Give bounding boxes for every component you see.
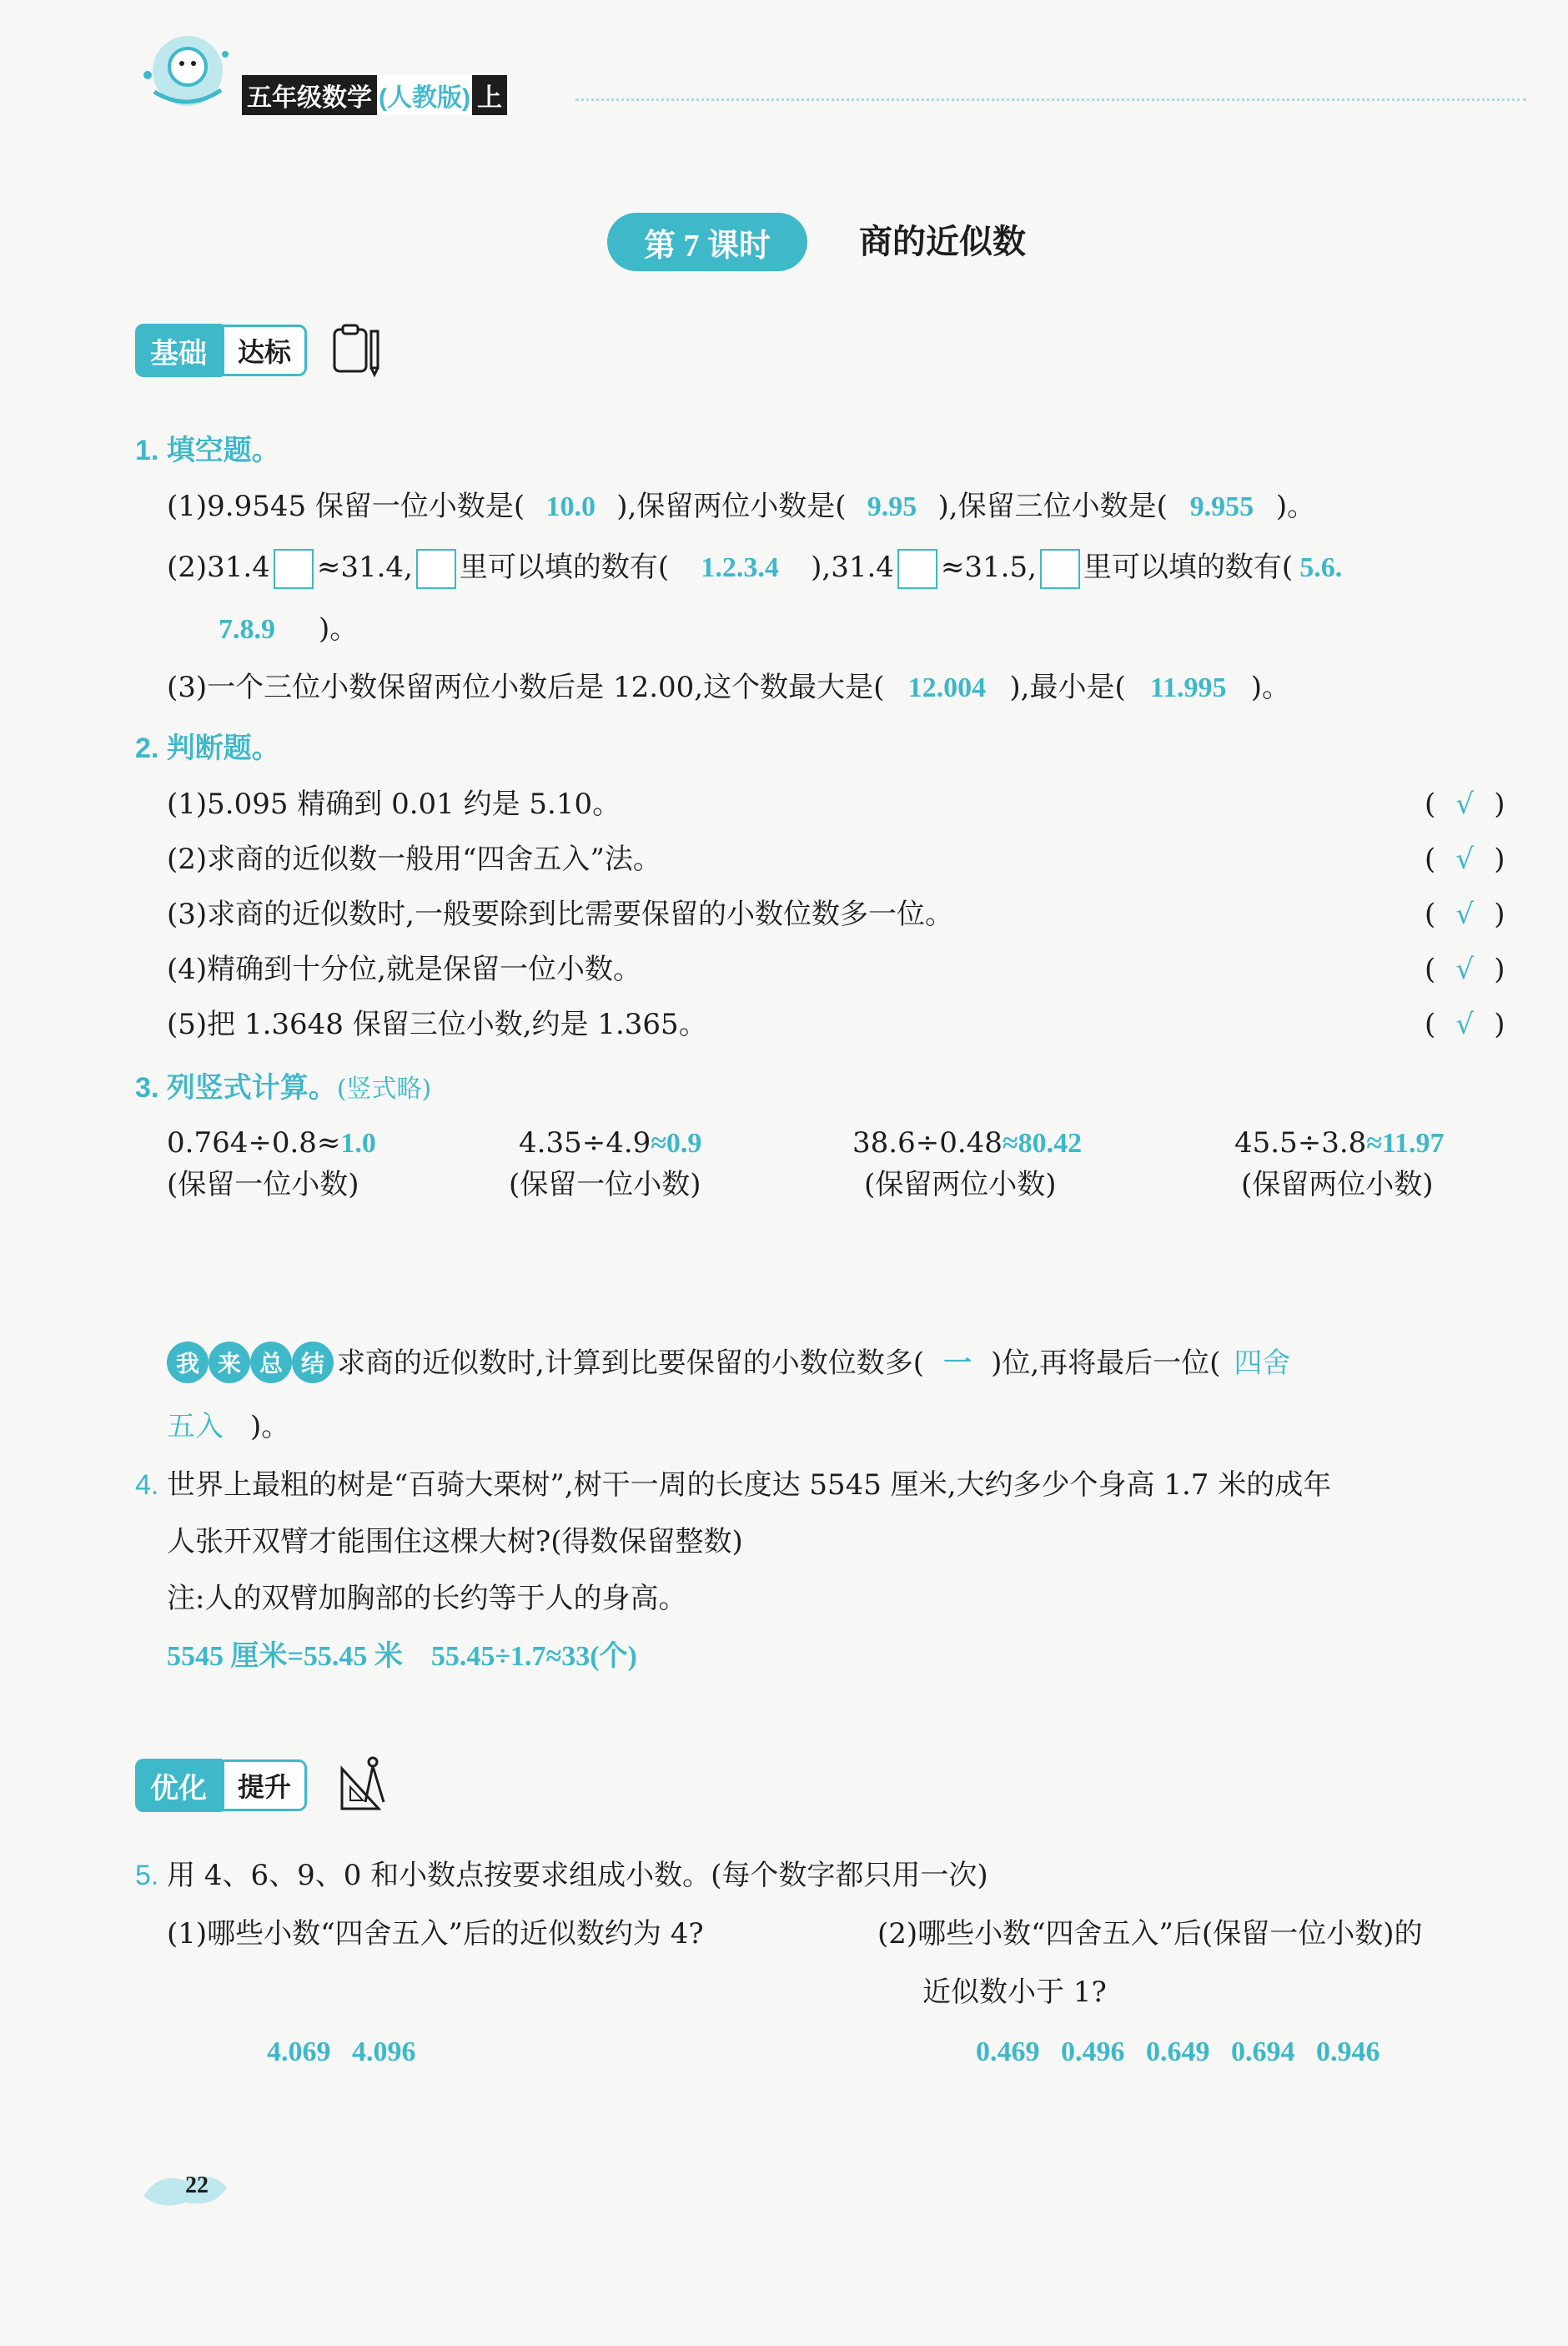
- page-number-badge: [135, 2162, 235, 2213]
- summary-char: 来: [209, 1342, 250, 1383]
- header-edition: (人教版): [377, 75, 472, 115]
- blank-box[interactable]: [897, 549, 937, 589]
- q2-item: (4)精确到十分位,就是保留一位小数。: [167, 953, 641, 986]
- q1p3-text-a: (3)一个三位小数保留两位小数后是 12.00,这个数最大是(: [167, 671, 885, 704]
- check-mark: √: [1455, 843, 1475, 876]
- summary-char: 结: [292, 1342, 334, 1383]
- q4-line2: 人张开双臂才能围住这棵大树?(得数保留整数): [167, 1525, 743, 1558]
- q1p2-text-f: 里可以填的数有(: [1083, 551, 1294, 584]
- summary-answer-1: 一: [943, 1347, 972, 1380]
- header-logo: [129, 25, 238, 117]
- q1p2-answer-1: 1.2.3.4: [701, 552, 779, 583]
- q5-answer-1: 4.069 4.096: [267, 2036, 416, 2067]
- check-mark: √: [1455, 788, 1475, 821]
- q3-sub: (保留两位小数): [864, 1168, 1057, 1201]
- q3-answer: ≈11.97: [1366, 1128, 1445, 1159]
- q1p1-answer-3: 9.955: [1189, 491, 1254, 522]
- q3-expr-text: 0.764÷0.8≈: [167, 1126, 341, 1160]
- section-basic: [135, 324, 307, 377]
- q5-part2b: 近似数小于 1?: [922, 1976, 1107, 2009]
- q4-answer: 5545 厘米=55.45 米 55.45÷1.7≈33(个): [167, 1641, 637, 1672]
- q5-answer-2: 0.469 0.496 0.649 0.694 0.946: [976, 2036, 1380, 2067]
- q4-number: 4.: [135, 1469, 159, 1501]
- summary-badge: [167, 1342, 334, 1383]
- ruler-compass-icon: [335, 1752, 394, 1818]
- section-basic-left: 基础: [135, 324, 222, 377]
- q3-answer: ≈0.9: [651, 1128, 702, 1159]
- q2-item: (1)5.095 精确到 0.01 约是 5.10。: [167, 788, 621, 821]
- summary-answer-2a: 四舍: [1234, 1347, 1291, 1380]
- q2-judge-paren: ( √ ): [1425, 843, 1505, 876]
- q2-item: (5)把 1.3648 保留三位小数,约是 1.365。: [167, 1008, 707, 1041]
- q3-answer: ≈80.42: [1002, 1128, 1083, 1159]
- q1p2-text-a: (2)31.4: [167, 551, 270, 584]
- q1-part2-cont: [219, 611, 358, 648]
- check-mark: √: [1455, 898, 1475, 931]
- q4-note: 注:人的双臂加胸部的长约等于人的身高。: [167, 1582, 687, 1615]
- header-book: 五年级数学: [242, 75, 377, 115]
- blank-box[interactable]: [1040, 549, 1080, 589]
- q3-expr: [519, 1125, 701, 1162]
- header-title: [242, 77, 507, 113]
- section-optimize: [135, 1759, 307, 1812]
- q1-part3: [167, 669, 1290, 707]
- q2-judge-paren: ( √ ): [1425, 953, 1505, 986]
- q5-number: 5.: [135, 1860, 159, 1891]
- q1p1-text-c: ),保留三位小数是(: [937, 490, 1168, 523]
- q1p2-text-g: )。: [319, 612, 359, 646]
- lesson-tag: [607, 213, 807, 271]
- q3-expr-text: 45.5÷3.8: [1234, 1126, 1367, 1160]
- lesson-title: 商的近似数: [859, 222, 1026, 261]
- section-basic-right: 达标: [222, 325, 307, 376]
- q1p3-answer-1: 12.004: [907, 672, 987, 703]
- q2-judge-paren: ( √ ): [1425, 1008, 1505, 1041]
- q2-item: (3)求商的近似数时,一般要除到比需要保留的小数位数多一位。: [167, 898, 953, 931]
- q1p2-text-d: ),31.4: [811, 551, 894, 584]
- clipboard-icon: [329, 321, 388, 383]
- q1p3-text-b: ),最小是(: [1009, 671, 1126, 704]
- q5-stem: 用 4、6、9、0 和小数点按要求组成小数。(每个数字都只用一次): [167, 1859, 988, 1892]
- q3-expr-text: 4.35÷4.9: [519, 1126, 651, 1160]
- page-number: 22: [185, 2172, 209, 2198]
- q2-judge-paren: ( √ ): [1425, 898, 1505, 931]
- q1p2-text-b: ≈31.4,: [316, 551, 413, 584]
- summary-text-a: 求商的近似数时,计算到比要保留的小数位数多(: [337, 1347, 925, 1380]
- summary-text-c: )。: [250, 1410, 290, 1443]
- summary-answer-2b: 五入: [167, 1410, 224, 1443]
- header-volume: 上: [472, 75, 507, 115]
- check-mark: √: [1455, 1008, 1475, 1041]
- q3-note: (竖式略): [336, 1075, 432, 1104]
- q3-expr-text: 38.6÷0.48: [852, 1126, 1003, 1160]
- header-divider: [575, 98, 1526, 101]
- q2-item: (2)求商的近似数一般用“四舍五入”法。: [167, 843, 661, 876]
- q3-label-row: [135, 1070, 431, 1108]
- q3-answer: 1.0: [340, 1128, 376, 1159]
- section-optimize-right: 提升: [222, 1760, 307, 1811]
- q1p1-answer-1: 10.0: [545, 491, 596, 522]
- q1p2-text-e: ≈31.5,: [940, 551, 1037, 584]
- q3-sub: (保留一位小数): [167, 1168, 359, 1201]
- summary-line2: [167, 1408, 289, 1445]
- q4-line1: 世界上最粗的树是“百骑大栗树”,树干一周的长度达 5545 厘米,大约多少个身高 1.7 米的成年: [167, 1468, 1332, 1502]
- q3-sub: (保留两位小数): [1241, 1168, 1434, 1201]
- q2-judge-paren: ( √ ): [1425, 788, 1505, 821]
- q1-part2: [167, 549, 1342, 589]
- blank-box[interactable]: [416, 549, 456, 589]
- q5-part1: (1)哪些小数“四舍五入”后的近似数约为 4?: [167, 1917, 704, 1951]
- q1p1-answer-2: 9.95: [867, 491, 917, 522]
- q1p3-text-c: )。: [1250, 671, 1290, 704]
- blank-box[interactable]: [274, 549, 314, 589]
- q1-label: 1. 填空题。: [135, 435, 280, 466]
- q3-expr: [167, 1125, 376, 1162]
- q1p2-answer-2b: 7.8.9: [219, 614, 275, 645]
- q5-part2a: (2)哪些小数“四舍五入”后(保留一位小数)的: [877, 1917, 1423, 1951]
- q1p2-answer-2a: 5.6.: [1299, 552, 1343, 583]
- summary-text-b: )位,再将最后一位(: [991, 1347, 1221, 1380]
- summary-line1: [337, 1345, 1290, 1382]
- q3-label: 3. 列竖式计算。: [135, 1072, 337, 1104]
- q1p3-answer-2: 11.995: [1149, 672, 1227, 703]
- q1-part1: [167, 488, 1315, 526]
- check-mark: √: [1455, 953, 1475, 986]
- q1p1-text-d: )。: [1275, 490, 1316, 523]
- q3-expr: [1234, 1125, 1445, 1162]
- q2-label: 2. 判断题。: [135, 732, 280, 764]
- summary-char: 总: [250, 1342, 292, 1383]
- q3-sub: (保留一位小数): [509, 1168, 701, 1201]
- q3-expr: [852, 1125, 1082, 1162]
- q1p1-text-a: (1)9.9545 保留一位小数是(: [167, 490, 525, 523]
- q1p1-text-b: ),保留两位小数是(: [616, 490, 847, 523]
- summary-char: 我: [167, 1342, 209, 1383]
- lesson-tag-text: 第 7 课时: [643, 228, 771, 264]
- section-optimize-left: 优化: [135, 1759, 222, 1812]
- q1p2-text-c: 里可以填的数有(: [459, 551, 670, 584]
